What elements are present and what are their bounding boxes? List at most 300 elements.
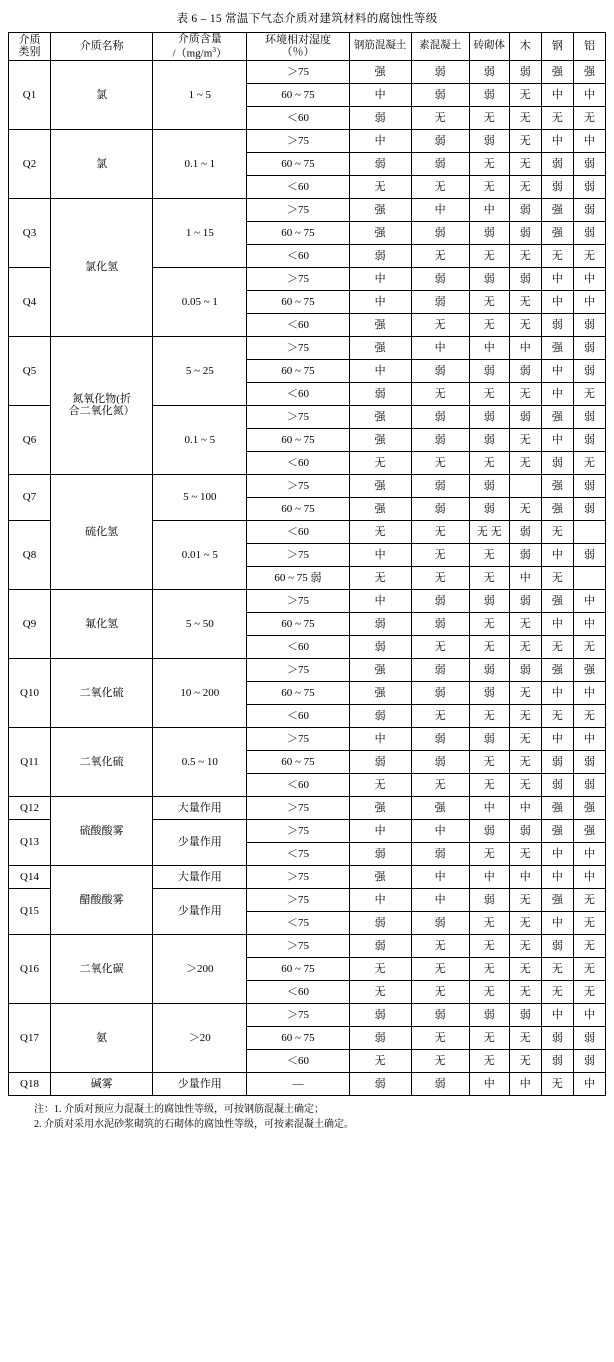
cell-grade-reinforced-concrete: 中 xyxy=(349,543,411,566)
cell-grade-steel: 无 xyxy=(541,957,573,980)
cell-grade-brick-masonry: 弱 xyxy=(469,359,509,382)
cell-grade-steel: 中 xyxy=(541,267,573,290)
cell-grade-reinforced-concrete: 中 xyxy=(349,290,411,313)
cell-grade-wood: 弱 xyxy=(509,198,541,221)
col-header-plain-concrete: 素混凝土 xyxy=(411,33,469,61)
cell-grade-aluminum: 中 xyxy=(573,129,605,152)
cell-grade-reinforced-concrete: 弱 xyxy=(349,750,411,773)
cell-grade-brick-masonry: 弱 xyxy=(469,428,509,451)
cell-grade-wood: 中 xyxy=(509,566,541,589)
cell-medium-content: 5 ~ 25 xyxy=(153,336,247,405)
table-row xyxy=(9,1003,606,1026)
cell-grade-plain-concrete: 无 xyxy=(411,520,469,543)
cell-grade-aluminum: 弱 xyxy=(573,543,605,566)
cell-category: Q14 xyxy=(9,865,51,888)
cell-grade-plain-concrete: 弱 xyxy=(411,750,469,773)
cell-grade-aluminum: 弱 xyxy=(573,198,605,221)
table-note-2: 2. 介质对采用水泥砂浆砌筑的石砌体的腐蚀性等级，可按素混凝土确定。 xyxy=(34,1118,354,1130)
cell-category: Q6 xyxy=(9,405,51,474)
cell-grade-aluminum: 中 xyxy=(573,290,605,313)
col-header-humidity-line1: 环境相对湿度 xyxy=(264,33,331,46)
cell-grade-plain-concrete: 弱 xyxy=(411,428,469,451)
cell-grade-wood: 无 xyxy=(509,382,541,405)
cell-humidity: ＜60 xyxy=(247,1049,349,1072)
cell-medium-content: 1 ~ 5 xyxy=(153,60,247,129)
cell-category: Q3 xyxy=(9,198,51,267)
cell-grade-steel: 无 xyxy=(541,106,573,129)
cell-grade-plain-concrete: 无 xyxy=(411,313,469,336)
cell-grade-steel: 弱 xyxy=(541,313,573,336)
cell-grade-wood: 弱 xyxy=(509,658,541,681)
cell-grade-wood: 弱 xyxy=(509,819,541,842)
cell-category: Q13 xyxy=(9,819,51,865)
cell-grade-aluminum: 无 xyxy=(573,106,605,129)
cell-grade-brick-masonry: 弱 xyxy=(469,405,509,428)
cell-grade-wood: 无 xyxy=(509,290,541,313)
cell-grade-aluminum: 弱 xyxy=(573,750,605,773)
cell-grade-reinforced-concrete: 强 xyxy=(349,865,411,888)
col-header-humidity-line2: （％） xyxy=(281,46,315,59)
cell-grade-aluminum: 弱 xyxy=(573,336,605,359)
cell-grade-wood: 弱 xyxy=(509,520,541,543)
cell-grade-wood: 无 xyxy=(509,244,541,267)
cell-grade-wood: 无 xyxy=(509,681,541,704)
cell-medium-name: 硫化氢 xyxy=(51,474,153,589)
cell-grade-plain-concrete: 无 xyxy=(411,773,469,796)
cell-humidity: ＞75 xyxy=(247,1003,349,1026)
cell-grade-wood: 无 xyxy=(509,152,541,175)
cell-grade-aluminum: 中 xyxy=(573,589,605,612)
cell-medium-name: 醋酸酸雾 xyxy=(51,865,153,934)
table-row xyxy=(9,796,606,819)
cell-grade-reinforced-concrete: 弱 xyxy=(349,934,411,957)
cell-humidity: ＜60 xyxy=(247,773,349,796)
cell-grade-aluminum: 无 xyxy=(573,451,605,474)
col-header-brick-masonry: 砖砌体 xyxy=(469,33,509,61)
table-note-1: 注：1. 介质对预应力混凝土的腐蚀性等级，可按钢筋混凝土确定； xyxy=(34,1103,324,1115)
cell-grade-brick-masonry: 弱 xyxy=(469,221,509,244)
cell-humidity: ＜60 xyxy=(247,175,349,198)
cell-grade-brick-masonry: 弱 xyxy=(469,497,509,520)
table-row xyxy=(9,727,606,750)
cell-grade-steel: 中 xyxy=(541,612,573,635)
cell-grade-plain-concrete: 无 xyxy=(411,106,469,129)
cell-medium-content: 1 ~ 15 xyxy=(153,198,247,267)
cell-grade-brick-masonry: 中 xyxy=(469,336,509,359)
cell-grade-aluminum: 弱 xyxy=(573,405,605,428)
cell-grade-plain-concrete: 无 xyxy=(411,1049,469,1072)
cell-grade-steel: 中 xyxy=(541,382,573,405)
cell-grade-steel: 中 xyxy=(541,727,573,750)
cell-grade-plain-concrete: 无 xyxy=(411,934,469,957)
cell-grade-aluminum: 弱 xyxy=(573,1049,605,1072)
cell-grade-aluminum: 弱 xyxy=(573,428,605,451)
cell-grade-wood: 无 xyxy=(509,934,541,957)
cell-medium-name: 氟化氢 xyxy=(51,589,153,658)
cell-humidity: ＞75 xyxy=(247,474,349,497)
table-row xyxy=(9,589,606,612)
cell-grade-reinforced-concrete: 强 xyxy=(349,405,411,428)
cell-grade-aluminum: 弱 xyxy=(573,474,605,497)
cell-medium-name: 氯 xyxy=(51,129,153,198)
cell-grade-plain-concrete: 弱 xyxy=(411,612,469,635)
cell-humidity: ＞75 xyxy=(247,658,349,681)
col-header-reinforced-concrete: 钢筋混凝土 xyxy=(349,33,411,61)
cell-grade-aluminum: 弱 xyxy=(573,152,605,175)
cell-grade-wood: 中 xyxy=(509,796,541,819)
cell-humidity: 60 ~ 75 xyxy=(247,428,349,451)
cell-grade-reinforced-concrete: 弱 xyxy=(349,1003,411,1026)
cell-grade-wood: 弱 xyxy=(509,359,541,382)
cell-humidity: 60 ~ 75 xyxy=(247,221,349,244)
cell-category: Q15 xyxy=(9,888,51,934)
cell-grade-reinforced-concrete: 无 xyxy=(349,773,411,796)
cell-grade-steel: 中 xyxy=(541,359,573,382)
cell-humidity: ＜60 xyxy=(247,704,349,727)
cell-grade-brick-masonry: 中 xyxy=(469,198,509,221)
cell-grade-wood: 无 xyxy=(509,129,541,152)
cell-grade-brick-masonry: 无 xyxy=(469,152,509,175)
cell-grade-reinforced-concrete: 弱 xyxy=(349,106,411,129)
cell-grade-wood: 弱 xyxy=(509,1003,541,1026)
table-row xyxy=(9,1072,606,1095)
cell-grade-reinforced-concrete: 无 xyxy=(349,520,411,543)
cell-grade-brick-masonry: 弱 xyxy=(469,888,509,911)
cell-grade-wood: 无 xyxy=(509,612,541,635)
cell-grade-brick-masonry: 无 xyxy=(469,773,509,796)
cell-humidity: ＜75 xyxy=(247,842,349,865)
cell-grade-wood: 无 xyxy=(509,773,541,796)
cell-category: Q16 xyxy=(9,934,51,1003)
cell-grade-wood: 弱 xyxy=(509,543,541,566)
cell-humidity: ＞75 xyxy=(247,727,349,750)
cell-grade-aluminum: 弱 xyxy=(573,175,605,198)
cell-grade-steel: 中 xyxy=(541,1003,573,1026)
cell-grade-brick-masonry: 中 xyxy=(469,796,509,819)
col-header-content xyxy=(153,33,247,61)
cell-grade-brick-masonry: 无 xyxy=(469,543,509,566)
cell-grade-wood: 中 xyxy=(509,336,541,359)
cell-grade-steel: 强 xyxy=(541,405,573,428)
cell-grade-plain-concrete: 弱 xyxy=(411,221,469,244)
cell-grade-reinforced-concrete: 强 xyxy=(349,60,411,83)
cell-humidity: ＞75 xyxy=(247,198,349,221)
cell-grade-steel: 强 xyxy=(541,336,573,359)
cell-grade-aluminum xyxy=(573,520,605,543)
cell-grade-plain-concrete: 弱 xyxy=(411,911,469,934)
cell-grade-plain-concrete: 无 xyxy=(411,704,469,727)
cell-grade-wood: 无 xyxy=(509,451,541,474)
cell-grade-steel: 强 xyxy=(541,658,573,681)
cell-medium-name: 氯化氢 xyxy=(51,198,153,336)
table-row xyxy=(9,129,606,152)
cell-grade-plain-concrete: 弱 xyxy=(411,60,469,83)
cell-grade-reinforced-concrete: 无 xyxy=(349,451,411,474)
cell-grade-wood xyxy=(509,474,541,497)
cell-medium-content: 5 ~ 100 xyxy=(153,474,247,520)
cell-grade-reinforced-concrete: 弱 xyxy=(349,704,411,727)
cell-medium-name: 氨 xyxy=(51,1003,153,1072)
cell-humidity: 60 ~ 75 xyxy=(247,612,349,635)
cell-humidity: ＞75 xyxy=(247,267,349,290)
cell-grade-aluminum: 无 xyxy=(573,957,605,980)
col-header-humidity xyxy=(247,33,349,61)
cell-category: Q12 xyxy=(9,796,51,819)
cell-grade-reinforced-concrete: 弱 xyxy=(349,382,411,405)
cell-grade-aluminum: 中 xyxy=(573,83,605,106)
table-row xyxy=(9,474,606,497)
cell-grade-brick-masonry: 弱 xyxy=(469,60,509,83)
cell-grade-steel: 无 xyxy=(541,980,573,1003)
cell-grade-plain-concrete: 无 xyxy=(411,175,469,198)
cell-grade-plain-concrete: 中 xyxy=(411,198,469,221)
cell-grade-plain-concrete: 弱 xyxy=(411,359,469,382)
cell-grade-steel: 强 xyxy=(541,60,573,83)
table-body xyxy=(9,60,606,1095)
cell-humidity: ＞75 xyxy=(247,934,349,957)
cell-grade-reinforced-concrete: 弱 xyxy=(349,842,411,865)
cell-grade-steel: 无 xyxy=(541,520,573,543)
cell-grade-aluminum: 中 xyxy=(573,612,605,635)
col-header-content-line2: $/(mg/m^3)$ xyxy=(172,44,228,60)
cell-grade-steel: 中 xyxy=(541,290,573,313)
cell-medium-name: 氯 xyxy=(51,60,153,129)
cell-grade-reinforced-concrete: 中 xyxy=(349,589,411,612)
col-header-category-line2: 类别 xyxy=(18,46,41,59)
cell-grade-reinforced-concrete: 无 xyxy=(349,566,411,589)
cell-grade-plain-concrete: 弱 xyxy=(411,658,469,681)
cell-grade-brick-masonry: 无 xyxy=(469,750,509,773)
cell-grade-brick-masonry: 弱 xyxy=(469,83,509,106)
cell-medium-name: 氮氧化物(折 合二氧化氮） xyxy=(51,336,153,474)
cell-grade-aluminum: 弱 xyxy=(573,773,605,796)
cell-grade-wood: 弱 xyxy=(509,221,541,244)
cell-grade-wood: 中 xyxy=(509,1072,541,1095)
cell-grade-wood: 无 xyxy=(509,635,541,658)
cell-category: Q4 xyxy=(9,267,51,336)
cell-grade-brick-masonry: 无 xyxy=(469,842,509,865)
cell-grade-reinforced-concrete: 无 xyxy=(349,980,411,1003)
cell-humidity: 60 ~ 75 弱 xyxy=(247,566,349,589)
cell-grade-aluminum: 弱 xyxy=(573,313,605,336)
cell-grade-reinforced-concrete: 中 xyxy=(349,727,411,750)
cell-grade-reinforced-concrete: 无 xyxy=(349,1049,411,1072)
cell-grade-reinforced-concrete: 中 xyxy=(349,359,411,382)
cell-grade-steel: 中 xyxy=(541,129,573,152)
cell-grade-steel: 强 xyxy=(541,474,573,497)
cell-grade-aluminum: 弱 xyxy=(573,497,605,520)
cell-grade-aluminum: 强 xyxy=(573,796,605,819)
col-header-steel: 钢 xyxy=(541,33,573,61)
cell-grade-brick-masonry: 无 xyxy=(469,957,509,980)
cell-grade-wood: 无 xyxy=(509,428,541,451)
cell-medium-content: 大量作用 xyxy=(153,796,247,819)
cell-grade-wood: 无 xyxy=(509,1026,541,1049)
cell-grade-steel: 弱 xyxy=(541,152,573,175)
cell-grade-wood: 无 xyxy=(509,750,541,773)
cell-grade-brick-masonry: 弱 xyxy=(469,1003,509,1026)
cell-grade-wood: 无 xyxy=(509,704,541,727)
cell-medium-content: 少量作用 xyxy=(153,819,247,865)
cell-grade-aluminum: 无 xyxy=(573,704,605,727)
cell-grade-plain-concrete: 中 xyxy=(411,336,469,359)
cell-grade-steel: 无 xyxy=(541,704,573,727)
cell-grade-brick-masonry: 弱 xyxy=(469,589,509,612)
cell-grade-plain-concrete: 无 xyxy=(411,566,469,589)
cell-grade-steel: 中 xyxy=(541,543,573,566)
cell-medium-name: 碱雾 xyxy=(51,1072,153,1095)
cell-category: Q2 xyxy=(9,129,51,198)
cell-grade-plain-concrete: 无 xyxy=(411,382,469,405)
cell-humidity: 60 ~ 75 xyxy=(247,957,349,980)
cell-humidity: 60 ~ 75 xyxy=(247,750,349,773)
cell-grade-aluminum: 无 xyxy=(573,635,605,658)
cell-grade-aluminum: 弱 xyxy=(573,359,605,382)
cell-grade-steel: 弱 xyxy=(541,175,573,198)
cell-grade-plain-concrete: 无 xyxy=(411,980,469,1003)
cell-humidity: ＞75 xyxy=(247,865,349,888)
cell-grade-plain-concrete: 无 xyxy=(411,543,469,566)
cell-grade-brick-masonry: 弱 xyxy=(469,267,509,290)
cell-grade-plain-concrete: 弱 xyxy=(411,267,469,290)
cell-grade-brick-masonry: 弱 xyxy=(469,819,509,842)
cell-grade-steel: 强 xyxy=(541,819,573,842)
cell-grade-wood: 中 xyxy=(509,865,541,888)
cell-grade-brick-masonry: 无 无 xyxy=(469,520,509,543)
cell-medium-content: 少量作用 xyxy=(153,888,247,934)
cell-grade-aluminum: 强 xyxy=(573,60,605,83)
cell-grade-steel: 中 xyxy=(541,83,573,106)
table-row xyxy=(9,934,606,957)
cell-grade-aluminum: 强 xyxy=(573,819,605,842)
cell-humidity: ＞75 xyxy=(247,336,349,359)
col-header-category-line1: 介质 xyxy=(18,33,41,46)
cell-medium-content: 10 ~ 200 xyxy=(153,658,247,727)
cell-grade-plain-concrete: 弱 xyxy=(411,497,469,520)
cell-category: Q7 xyxy=(9,474,51,520)
cell-grade-reinforced-concrete: 强 xyxy=(349,336,411,359)
cell-grade-brick-masonry: 无 xyxy=(469,1049,509,1072)
col-header-name: 介质名称 xyxy=(51,33,153,61)
cell-humidity: ＞75 xyxy=(247,888,349,911)
cell-grade-plain-concrete: 无 xyxy=(411,957,469,980)
cell-humidity: 60 ~ 75 xyxy=(247,1026,349,1049)
table-header-row xyxy=(9,33,606,61)
cell-medium-name: 二氧化碳 xyxy=(51,934,153,1003)
cell-humidity: 60 ~ 75 xyxy=(247,290,349,313)
cell-grade-aluminum: 中 xyxy=(573,842,605,865)
col-header-aluminum: 铝 xyxy=(573,33,605,61)
cell-grade-wood: 无 xyxy=(509,83,541,106)
cell-grade-steel: 中 xyxy=(541,865,573,888)
cell-grade-reinforced-concrete: 中 xyxy=(349,83,411,106)
table-header xyxy=(9,33,606,61)
cell-humidity: ＞75 xyxy=(247,129,349,152)
cell-grade-reinforced-concrete: 强 xyxy=(349,198,411,221)
cell-grade-reinforced-concrete: 强 xyxy=(349,474,411,497)
cell-category: Q18 xyxy=(9,1072,51,1095)
cell-grade-wood: 弱 xyxy=(509,267,541,290)
cell-grade-steel: 弱 xyxy=(541,1026,573,1049)
cell-medium-content: 0.01 ~ 5 xyxy=(153,520,247,589)
cell-grade-plain-concrete: 弱 xyxy=(411,405,469,428)
cell-humidity: ＞75 xyxy=(247,589,349,612)
cell-grade-wood: 无 xyxy=(509,727,541,750)
cell-grade-plain-concrete: 无 xyxy=(411,451,469,474)
cell-grade-brick-masonry: 中 xyxy=(469,1072,509,1095)
cell-humidity: 60 ~ 75 xyxy=(247,681,349,704)
cell-grade-wood: 弱 xyxy=(509,589,541,612)
cell-grade-plain-concrete: 中 xyxy=(411,865,469,888)
cell-grade-steel: 弱 xyxy=(541,451,573,474)
cell-grade-reinforced-concrete: 弱 xyxy=(349,152,411,175)
cell-grade-reinforced-concrete: 中 xyxy=(349,819,411,842)
cell-grade-reinforced-concrete: 强 xyxy=(349,796,411,819)
table-row xyxy=(9,336,606,359)
cell-grade-reinforced-concrete: 弱 xyxy=(349,1072,411,1095)
cell-grade-plain-concrete: 弱 xyxy=(411,83,469,106)
cell-medium-content: 0.05 ~ 1 xyxy=(153,267,247,336)
cell-grade-brick-masonry: 无 xyxy=(469,244,509,267)
cell-humidity: ＞75 xyxy=(247,405,349,428)
cell-category: Q5 xyxy=(9,336,51,405)
cell-grade-reinforced-concrete: 中 xyxy=(349,267,411,290)
cell-grade-plain-concrete: 中 xyxy=(411,819,469,842)
cell-grade-steel: 弱 xyxy=(541,750,573,773)
cell-grade-brick-masonry: 弱 xyxy=(469,727,509,750)
cell-grade-brick-masonry: 无 xyxy=(469,106,509,129)
cell-humidity: ＜60 xyxy=(247,244,349,267)
cell-humidity: ＜60 xyxy=(247,635,349,658)
cell-grade-aluminum: 弱 xyxy=(573,1026,605,1049)
cell-grade-wood: 无 xyxy=(509,313,541,336)
cell-grade-aluminum: 无 xyxy=(573,888,605,911)
cell-grade-reinforced-concrete: 弱 xyxy=(349,244,411,267)
cell-humidity: 60 ~ 75 xyxy=(247,359,349,382)
cell-grade-brick-masonry: 无 xyxy=(469,175,509,198)
cell-grade-wood: 无 xyxy=(509,842,541,865)
cell-humidity: 60 ~ 75 xyxy=(247,152,349,175)
cell-grade-wood: 无 xyxy=(509,911,541,934)
cell-grade-reinforced-concrete: 无 xyxy=(349,175,411,198)
cell-grade-brick-masonry: 无 xyxy=(469,566,509,589)
cell-humidity: ＜60 xyxy=(247,106,349,129)
cell-grade-reinforced-concrete: 强 xyxy=(349,497,411,520)
cell-grade-aluminum: 无 xyxy=(573,382,605,405)
cell-grade-steel: 强 xyxy=(541,589,573,612)
cell-humidity: 60 ~ 75 xyxy=(247,497,349,520)
table-row xyxy=(9,198,606,221)
cell-category: Q8 xyxy=(9,520,51,589)
cell-grade-wood: 无 xyxy=(509,888,541,911)
cell-grade-aluminum: 中 xyxy=(573,267,605,290)
cell-grade-reinforced-concrete: 无 xyxy=(349,957,411,980)
cell-grade-aluminum: 无 xyxy=(573,911,605,934)
cell-category: Q17 xyxy=(9,1003,51,1072)
cell-grade-aluminum: 无 xyxy=(573,244,605,267)
cell-medium-content: 5 ~ 50 xyxy=(153,589,247,658)
col-header-content-line1: 介质含量 xyxy=(177,33,222,45)
cell-grade-reinforced-concrete: 强 xyxy=(349,428,411,451)
cell-category: Q1 xyxy=(9,60,51,129)
cell-medium-name: 二氧化硫 xyxy=(51,727,153,796)
table-row xyxy=(9,865,606,888)
cell-grade-brick-masonry: 无 xyxy=(469,635,509,658)
cell-grade-plain-concrete: 弱 xyxy=(411,589,469,612)
cell-grade-plain-concrete: 弱 xyxy=(411,842,469,865)
cell-grade-aluminum: 中 xyxy=(573,1003,605,1026)
cell-grade-brick-masonry: 无 xyxy=(469,704,509,727)
